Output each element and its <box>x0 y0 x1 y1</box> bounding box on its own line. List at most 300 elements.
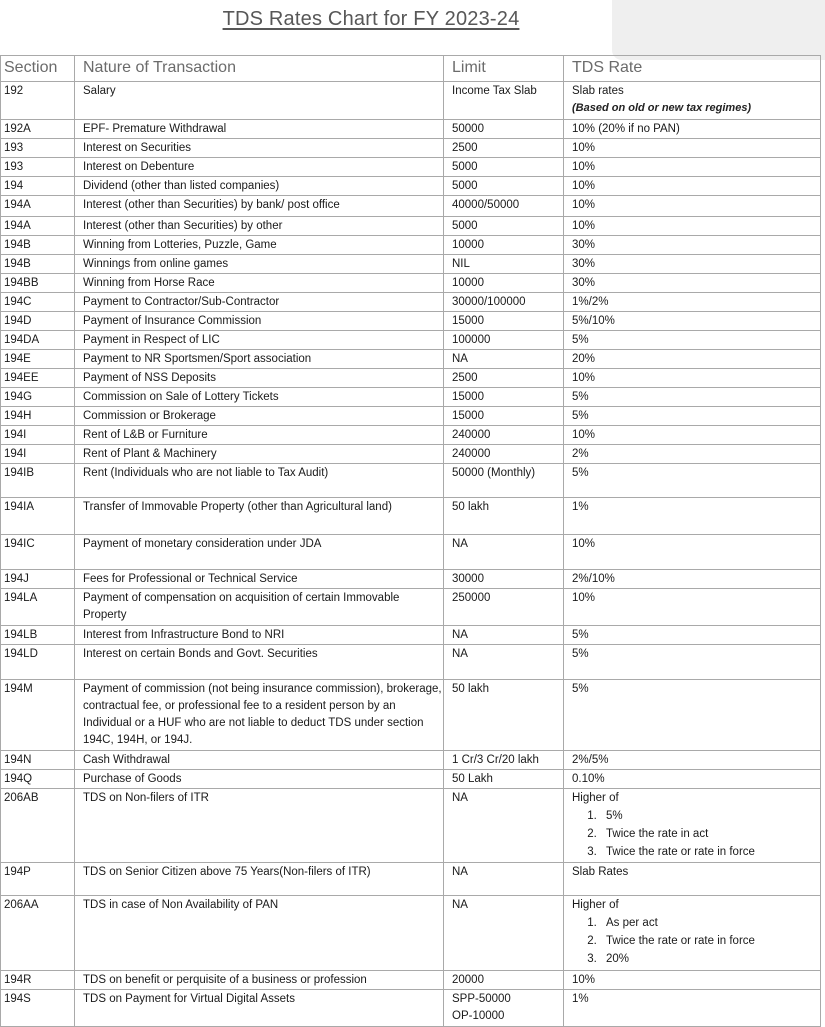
tds-rate-cell <box>564 293 821 312</box>
tds-rate-cell-text: 10% <box>572 538 596 550</box>
limit-cell-text: NIL <box>452 258 470 270</box>
limit-cell <box>444 274 564 293</box>
limit-cell-text: NA <box>452 792 468 804</box>
section-cell <box>1 196 75 217</box>
nature-cell <box>75 274 444 293</box>
nature-cell <box>75 407 444 426</box>
nature-cell-text: Payment in Respect of LIC <box>83 334 220 346</box>
table-row <box>1 388 821 407</box>
tds-rate-cell <box>564 369 821 388</box>
tds-rate-cell <box>564 535 821 570</box>
nature-cell-text: Interest (other than Securities) by other <box>83 220 283 232</box>
tds-rate-cell <box>564 426 821 445</box>
limit-cell-text: 1 Cr/3 Cr/20 lakh <box>452 754 539 766</box>
section-cell <box>1 312 75 331</box>
section-cell-text: 194N <box>4 754 32 766</box>
tds-rate-cell <box>564 196 821 217</box>
table-row <box>1 751 821 770</box>
tds-rate-cell-text: 10% (20% if no PAN) <box>572 123 680 135</box>
section-cell-text: 194J <box>4 573 29 585</box>
tds-rate-cell <box>564 158 821 177</box>
tds-rate-cell <box>564 498 821 535</box>
limit-cell <box>444 626 564 645</box>
header-nature: Nature of Transaction <box>75 56 444 82</box>
tds-rate-cell-text: 10% <box>572 142 596 154</box>
tds-rate-cell <box>564 445 821 464</box>
table-row <box>1 407 821 426</box>
limit-cell <box>444 589 564 626</box>
section-cell <box>1 388 75 407</box>
limit-cell <box>444 255 564 274</box>
nature-cell-text: TDS in case of Non Availability of PAN <box>83 899 279 911</box>
tds-rate-cell-text: 1% <box>572 501 589 513</box>
nature-cell-text: Payment of monetary consideration under JDA <box>83 538 322 550</box>
nature-cell-text: TDS on Payment for Virtual Digital Assets <box>83 993 295 1005</box>
section-cell <box>1 971 75 990</box>
limit-cell <box>444 196 564 217</box>
tds-rate-cell <box>564 751 821 770</box>
nature-cell-text: Salary <box>83 85 116 97</box>
tds-rate-cell <box>564 789 821 863</box>
nature-cell <box>75 464 444 498</box>
section-cell-text: 194IB <box>4 467 35 479</box>
nature-cell-text: Payment of compensation on acquisition of certain Immovable Property <box>83 592 400 621</box>
tds-rate-cell-text: 2%/5% <box>572 754 609 766</box>
nature-cell <box>75 896 444 971</box>
tds-rate-cell <box>564 350 821 369</box>
section-cell-text: 194A <box>4 220 31 232</box>
tds-rate-cell <box>564 120 821 139</box>
nature-cell <box>75 293 444 312</box>
limit-cell-text: 100000 <box>452 334 491 346</box>
section-cell <box>1 751 75 770</box>
nature-cell <box>75 255 444 274</box>
limit-cell <box>444 388 564 407</box>
section-cell <box>1 255 75 274</box>
nature-cell <box>75 196 444 217</box>
limit-cell-text: NA <box>452 899 468 911</box>
table-row <box>1 236 821 255</box>
nature-cell <box>75 680 444 751</box>
section-cell <box>1 293 75 312</box>
section-cell <box>1 350 75 369</box>
limit-cell <box>444 426 564 445</box>
limit-cell-text: NA <box>452 866 468 878</box>
rate-note: (Based on old or new tax regimes) <box>572 102 752 114</box>
tds-rate-cell-text: 5% <box>572 683 589 695</box>
section-cell <box>1 369 75 388</box>
tds-rate-cell-text: 10% <box>572 180 596 192</box>
tds-rate-cell <box>564 680 821 751</box>
limit-cell-text: 15000 <box>452 410 484 422</box>
tds-rate-cell-text: 10% <box>572 974 596 986</box>
table-row <box>1 120 821 139</box>
limit-cell <box>444 863 564 896</box>
limit-cell <box>444 331 564 350</box>
rate-option: 3. 20% <box>600 950 820 968</box>
tds-rate-cell-text: 5%/10% <box>572 315 615 327</box>
table-row <box>1 196 821 217</box>
section-cell-text: 192 <box>4 85 24 97</box>
nature-cell <box>75 82 444 120</box>
limit-cell <box>444 158 564 177</box>
section-cell-text: 194S <box>4 993 31 1005</box>
limit-cell <box>444 82 564 120</box>
section-cell-text: 206AA <box>4 899 39 911</box>
table-row <box>1 896 821 971</box>
nature-cell <box>75 369 444 388</box>
tds-rate-cell-text: 10% <box>572 161 596 173</box>
header-tds-rate: TDS Rate <box>564 56 821 82</box>
tds-rate-cell <box>564 464 821 498</box>
section-cell <box>1 990 75 1027</box>
section-cell <box>1 645 75 680</box>
nature-cell <box>75 971 444 990</box>
limit-cell <box>444 535 564 570</box>
table-row <box>1 312 821 331</box>
nature-cell-text: Dividend (other than listed companies) <box>83 180 280 192</box>
limit-cell <box>444 896 564 971</box>
tds-rate-cell <box>564 990 821 1027</box>
tds-rates-table <box>0 55 821 1027</box>
nature-cell <box>75 626 444 645</box>
nature-cell <box>75 426 444 445</box>
nature-cell-text: Payment of NSS Deposits <box>83 372 216 384</box>
limit-cell-text: 30000 <box>452 573 484 585</box>
tds-rate-cell-text: 5% <box>572 629 589 641</box>
section-cell <box>1 177 75 196</box>
nature-cell-text: Commission on Sale of Lottery Tickets <box>83 391 279 403</box>
tds-rate-cell-text: 5% <box>572 648 589 660</box>
tds-rate-cell-text: 30% <box>572 239 596 251</box>
limit-cell <box>444 990 564 1027</box>
tds-rate-cell <box>564 274 821 293</box>
section-cell-text: 194LA <box>4 592 38 604</box>
tds-rate-cell <box>564 255 821 274</box>
table-row <box>1 990 821 1027</box>
table-row <box>1 770 821 789</box>
tds-rate-cell-text: 5% <box>572 334 589 346</box>
nature-cell-text: Winning from Lotteries, Puzzle, Game <box>83 239 277 251</box>
nature-cell <box>75 388 444 407</box>
table-row <box>1 426 821 445</box>
tds-rate-cell-text: Slab rates <box>572 85 624 97</box>
nature-cell-text: Interest (other than Securities) by bank/ post office <box>83 199 340 211</box>
tds-rate-cell-text: 5% <box>572 467 589 479</box>
limit-cell-text: 50 lakh <box>452 501 490 513</box>
section-cell <box>1 626 75 645</box>
limit-cell-text: NA <box>452 629 468 641</box>
nature-cell <box>75 139 444 158</box>
nature-cell-text: Payment of Insurance Commission <box>83 315 262 327</box>
nature-cell <box>75 535 444 570</box>
section-cell <box>1 158 75 177</box>
limit-cell <box>444 177 564 196</box>
table-row <box>1 680 821 751</box>
tds-rate-cell-text: 1%/2% <box>572 296 609 308</box>
limit-cell-text: 15000 <box>452 315 484 327</box>
nature-cell-text: Interest on Securities <box>83 142 192 154</box>
nature-cell <box>75 177 444 196</box>
table-row <box>1 293 821 312</box>
limit-cell-text: 240000 <box>452 448 491 460</box>
tds-rate-cell-text: Higher of <box>572 792 619 804</box>
tds-rate-cell-text: 10% <box>572 592 596 604</box>
table-row <box>1 498 821 535</box>
rate-option: 2. Twice the rate or rate in force <box>600 932 820 950</box>
tds-rate-cell-text: 10% <box>572 199 596 211</box>
section-cell <box>1 535 75 570</box>
limit-cell-text: NA <box>452 538 468 550</box>
redacted-area <box>612 0 825 60</box>
section-cell-text: 194B <box>4 258 31 270</box>
table-row <box>1 177 821 196</box>
table-row <box>1 331 821 350</box>
tds-rate-cell <box>564 589 821 626</box>
limit-cell-text: 50000 <box>452 123 484 135</box>
section-cell <box>1 896 75 971</box>
limit-cell-text: 2500 <box>452 372 478 384</box>
nature-cell-text: Rent of L&B or Furniture <box>83 429 208 441</box>
limit-cell <box>444 971 564 990</box>
limit-cell <box>444 498 564 535</box>
nature-cell-text: TDS on benefit or perquisite of a business or profession <box>83 974 367 986</box>
table-row <box>1 82 821 120</box>
limit-cell-text: 5000 <box>452 180 478 192</box>
section-cell <box>1 407 75 426</box>
section-cell <box>1 589 75 626</box>
limit-cell <box>444 445 564 464</box>
limit-cell <box>444 139 564 158</box>
limit-cell-text: NA <box>452 648 468 660</box>
table-row <box>1 589 821 626</box>
limit-cell-text: 5000 <box>452 220 478 232</box>
limit-cell-text: 30000/100000 <box>452 296 526 308</box>
table-body <box>1 82 821 1027</box>
nature-cell-text: TDS on Non-filers of ITR <box>83 792 209 804</box>
limit-cell <box>444 751 564 770</box>
section-cell-text: 193 <box>4 142 24 154</box>
nature-cell-text: Interest on Debenture <box>83 161 195 173</box>
section-cell <box>1 139 75 158</box>
table-row <box>1 369 821 388</box>
table-row <box>1 255 821 274</box>
limit-cell-text: 240000 <box>452 429 491 441</box>
section-cell-text: 194C <box>4 296 32 308</box>
nature-cell-text: Rent (Individuals who are not liable to Tax Audit) <box>83 467 329 479</box>
nature-cell <box>75 331 444 350</box>
limit-cell <box>444 770 564 789</box>
limit-cell <box>444 236 564 255</box>
table-row <box>1 570 821 589</box>
table-row <box>1 350 821 369</box>
rate-option: 1. 5% <box>600 807 820 825</box>
section-cell-text: 194D <box>4 315 32 327</box>
nature-cell <box>75 350 444 369</box>
rate-options-list <box>572 807 820 861</box>
section-cell-text: 194BB <box>4 277 39 289</box>
nature-cell <box>75 990 444 1027</box>
section-cell <box>1 498 75 535</box>
table-header-row <box>1 56 821 82</box>
tds-rate-cell-text: 30% <box>572 277 596 289</box>
tds-rate-cell <box>564 236 821 255</box>
limit-cell <box>444 217 564 236</box>
nature-cell <box>75 158 444 177</box>
tds-rate-cell <box>564 971 821 990</box>
section-cell <box>1 445 75 464</box>
nature-cell-text: EPF- Premature Withdrawal <box>83 123 227 135</box>
table-row <box>1 445 821 464</box>
limit-cell <box>444 120 564 139</box>
tds-rate-cell <box>564 82 821 120</box>
nature-cell-text: Winnings from online games <box>83 258 229 270</box>
nature-cell <box>75 589 444 626</box>
tds-rate-cell-text: Slab Rates <box>572 866 629 878</box>
tds-rate-cell <box>564 312 821 331</box>
table-row <box>1 139 821 158</box>
rate-option: 2. Twice the rate in act <box>600 825 820 843</box>
nature-cell-text: Payment to NR Sportsmen/Sport association <box>83 353 312 365</box>
tds-rate-cell-text: 2%/10% <box>572 573 615 585</box>
section-cell-text: 194B <box>4 239 31 251</box>
limit-cell <box>444 680 564 751</box>
section-cell-text: 194DA <box>4 334 40 346</box>
limit-cell-text: SPP-50000 <box>452 993 511 1005</box>
tds-rate-cell <box>564 645 821 680</box>
limit-cell <box>444 570 564 589</box>
nature-cell-text: Commission or Brokerage <box>83 410 216 422</box>
section-cell-text: 194 <box>4 180 24 192</box>
table-row <box>1 158 821 177</box>
section-cell <box>1 236 75 255</box>
tds-rate-cell-text: 30% <box>572 258 596 270</box>
limit-cell-text: 50 lakh <box>452 683 490 695</box>
nature-cell <box>75 217 444 236</box>
nature-cell-text: Cash Withdrawal <box>83 754 170 766</box>
limit-cell-text: 2500 <box>452 142 478 154</box>
rate-options-list <box>572 914 820 968</box>
section-cell-text: 194LD <box>4 648 38 660</box>
nature-cell <box>75 498 444 535</box>
table-row <box>1 274 821 293</box>
section-cell <box>1 863 75 896</box>
section-cell-text: 193 <box>4 161 24 173</box>
tds-rate-cell-text: 10% <box>572 220 596 232</box>
limit-cell <box>444 293 564 312</box>
table-row <box>1 789 821 863</box>
tds-rate-cell <box>564 331 821 350</box>
limit-cell-text: NA <box>452 353 468 365</box>
tds-rate-cell-text: Higher of <box>572 899 619 911</box>
rate-option: 3. Twice the rate or rate in force <box>600 843 820 861</box>
section-cell-text: 194M <box>4 683 33 695</box>
limit-cell-text: 50 Lakh <box>452 773 493 785</box>
tds-rate-cell <box>564 407 821 426</box>
limit-cell <box>444 312 564 331</box>
limit-cell-text: 10000 <box>452 239 484 251</box>
section-cell-text: 194I <box>4 429 27 441</box>
section-cell-text: 194R <box>4 974 32 986</box>
limit-cell-text: 5000 <box>452 161 478 173</box>
limit-cell-text-line2: OP-10000 <box>452 1010 505 1022</box>
section-cell <box>1 680 75 751</box>
section-cell <box>1 426 75 445</box>
tds-rate-cell <box>564 177 821 196</box>
tds-rate-cell-text: 5% <box>572 410 589 422</box>
table-row <box>1 464 821 498</box>
table-row <box>1 863 821 896</box>
nature-cell-text: Interest on certain Bonds and Govt. Securities <box>83 648 318 660</box>
section-cell <box>1 274 75 293</box>
tds-rate-cell-text: 20% <box>572 353 596 365</box>
tds-rate-cell-text: 1% <box>572 993 589 1005</box>
limit-cell <box>444 645 564 680</box>
section-cell <box>1 464 75 498</box>
section-cell-text: 194IA <box>4 501 35 513</box>
section-cell-text: 192A <box>4 123 31 135</box>
limit-cell-text: 40000/50000 <box>452 199 520 211</box>
section-cell-text: 206AB <box>4 792 39 804</box>
tds-rate-cell <box>564 770 821 789</box>
section-cell-text: 194EE <box>4 372 39 384</box>
rate-option: 1. As per act <box>600 914 820 932</box>
limit-cell-text: 15000 <box>452 391 484 403</box>
page-title: TDS Rates Chart for FY 2023-24 <box>222 8 520 30</box>
nature-cell-text: Interest from Infrastructure Bond to NRI <box>83 629 285 641</box>
tds-rate-cell <box>564 570 821 589</box>
header-limit: Limit <box>444 56 564 82</box>
tds-rate-cell <box>564 139 821 158</box>
section-cell-text: 194E <box>4 353 31 365</box>
nature-cell-text: TDS on Senior Citizen above 75 Years(Non-filers of ITR) <box>83 866 371 878</box>
nature-cell <box>75 120 444 139</box>
limit-cell-text: 250000 <box>452 592 491 604</box>
limit-cell <box>444 407 564 426</box>
section-cell-text: 194P <box>4 866 31 878</box>
section-cell-text: 194LB <box>4 629 38 641</box>
nature-cell-text: Fees for Professional or Technical Service <box>83 573 298 585</box>
section-cell-text: 194IC <box>4 538 35 550</box>
nature-cell <box>75 445 444 464</box>
tds-rate-cell <box>564 896 821 971</box>
table-row <box>1 971 821 990</box>
nature-cell <box>75 236 444 255</box>
table-row <box>1 217 821 236</box>
tds-rate-cell <box>564 217 821 236</box>
table-row <box>1 645 821 680</box>
tds-rate-cell-text: 10% <box>572 429 596 441</box>
header-section: Section <box>1 56 75 82</box>
nature-cell-text: Payment to Contractor/Sub-Contractor <box>83 296 280 308</box>
section-cell-text: 194I <box>4 448 27 460</box>
nature-cell <box>75 863 444 896</box>
limit-cell <box>444 369 564 388</box>
limit-cell <box>444 464 564 498</box>
tds-rate-cell-text: 10% <box>572 372 596 384</box>
limit-cell-text: 10000 <box>452 277 484 289</box>
nature-cell-text: Payment of commission (not being insurance commission), brokerage, contractual fee, or professional fee to a resident person by an Individual or a HUF who are not liable to deduct TDS under section 194C, 194H, or 194J. <box>83 683 442 746</box>
section-cell-text: 194Q <box>4 773 33 785</box>
section-cell-text: 194H <box>4 410 32 422</box>
nature-cell-text: Purchase of Goods <box>83 773 182 785</box>
limit-cell-text: Income Tax Slab <box>452 85 537 97</box>
section-cell <box>1 331 75 350</box>
tds-rate-cell <box>564 626 821 645</box>
nature-cell <box>75 789 444 863</box>
section-cell <box>1 570 75 589</box>
nature-cell-text: Winning from Horse Race <box>83 277 215 289</box>
